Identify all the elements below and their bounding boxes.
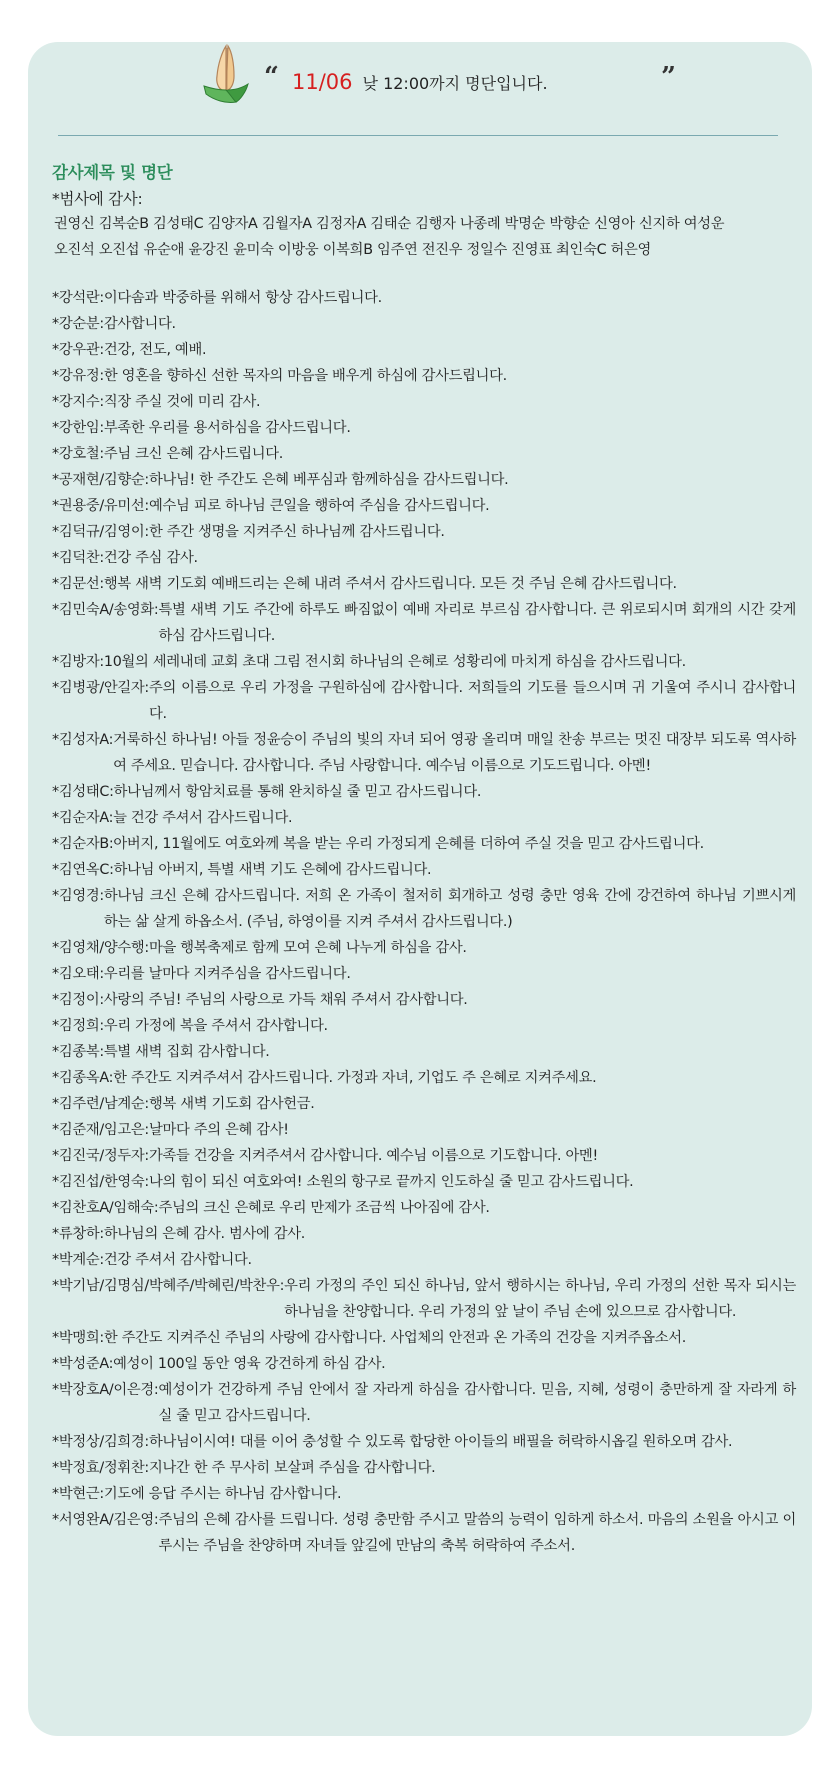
entry-name: *강지수:: [52, 394, 104, 410]
entry-row: [52, 1455, 796, 1481]
entry-row: [52, 727, 796, 779]
entry-row: [52, 1221, 796, 1247]
entry-name: *강석란:: [52, 290, 104, 306]
entry-name: *박장호A/이은경:: [52, 1382, 159, 1398]
entry-text: 감사합니다.: [103, 316, 176, 332]
entry-row: [52, 1273, 796, 1325]
entry-row: [52, 1065, 796, 1091]
entry-name: *박현근:: [52, 1486, 104, 1502]
section-subtitle: *범사에 감사:: [52, 190, 143, 208]
entry-name: *김덕규/김영이:: [52, 524, 149, 540]
entry-row: [52, 1481, 796, 1507]
entry-text: 아버지, 11월에도 여호와께 복을 받는 우리 가정되게 은혜를 더하여 주실 것을 믿고 감사드립니다.: [113, 836, 704, 852]
entry-name: *김종옥A:: [52, 1070, 114, 1086]
entry-text: 한 주간도 지켜주신 주님의 사랑에 감사합니다. 사업체의 안전과 온 가족의 건강을 지켜주옵소서.: [103, 1330, 687, 1346]
entry-row: [52, 1325, 796, 1351]
entry-row: [52, 831, 796, 857]
entry-row: [52, 935, 796, 961]
entry-row: [52, 805, 796, 831]
entry-text: 주의 이름으로 우리 가정을 구원하심에 감사합니다. 저희들의 기도를 들으시며 귀 기울여 주시니 감사합니다.: [148, 680, 796, 722]
entry-name: *김순자B:: [52, 836, 114, 852]
entry-row: [52, 597, 796, 649]
header: [28, 42, 812, 132]
entry-name: *서영완A/김은영:: [52, 1512, 159, 1528]
entry-text: 우리 가정에 복을 주셔서 감사합니다.: [103, 1018, 328, 1034]
entry-text: 한 주간도 지켜주셔서 감사드립니다. 가정과 자녀, 기업도 주 은혜로 지켜주세요.: [113, 1070, 597, 1086]
entry-text: 행복 새벽 기도회 예배드리는 은혜 내려 주셔서 감사드립니다. 모든 것 주님 은혜 감사드립니다.: [103, 576, 677, 592]
entry-text: 예수님 피로 하나님 큰일을 행하여 주심을 감사드립니다.: [148, 498, 490, 514]
entry-text: 10월의 세레내데 교회 초대 그림 전시회 하나님의 은혜로 성황리에 마치게 하심을 감사드립니다.: [103, 654, 686, 670]
entry-row: [52, 961, 796, 987]
entry-text: 예성이 100일 동안 영육 강건하게 하심 감사.: [113, 1356, 386, 1372]
entry-row: [52, 1039, 796, 1065]
entry-row: [52, 649, 796, 675]
deadline-date: 11/06: [292, 70, 353, 94]
entry-text: 건강 주심 감사.: [103, 550, 198, 566]
entry-row: [52, 545, 796, 571]
entry-text: 건강, 전도, 예배.: [103, 342, 207, 358]
entry-list: [52, 285, 796, 1559]
prayer-list-card: [28, 42, 812, 1736]
entry-name: *김진섭/한영숙:: [52, 1174, 149, 1190]
entry-name: *김방자:: [52, 654, 104, 670]
entry-row: [52, 311, 796, 337]
entry-name: *김정희:: [52, 1018, 104, 1034]
entry-row: [52, 857, 796, 883]
entry-text: 가족들 건강을 지켜주셔서 감사합니다. 예수님 이름으로 기도합니다. 아멘!: [148, 1148, 598, 1164]
entry-text: 거룩하신 하나님! 아들 정윤승이 주님의 빛의 자녀 되어 영광 올리며 매일 찬송 부르는 멋진 대장부 되도록 역사하여 주세요. 믿습니다. 감사합니다. 주님 사랑합니다. 예수님 이름으로 기도드립니다. 아멘!: [113, 732, 796, 774]
entry-text: 하나님 크신 은혜 감사드립니다. 저희 온 가족이 철저히 회개하고 성령 충만 영육 간에 강건하여 하나님 기쁘시게 하는 삶 살게 하옵소서. (주님, 하영이를 지켜 주셔서 감사드립니다.): [103, 888, 796, 930]
entry-name: *김찬호A/임해숙:: [52, 1200, 159, 1216]
content: [52, 160, 796, 1559]
entry-text: 우리를 날마다 지켜주심을 감사드립니다.: [103, 966, 351, 982]
entry-row: [52, 1507, 796, 1559]
entry-name: *권용중/유미선:: [52, 498, 149, 514]
entry-name: *강유정:: [52, 368, 104, 384]
entry-name: *박맹희:: [52, 1330, 104, 1346]
entry-row: [52, 1013, 796, 1039]
entry-text: 특별 새벽 집회 감사합니다.: [103, 1044, 270, 1060]
entry-text: 마을 행복축제로 함께 모여 은혜 나누게 하심을 감사.: [148, 940, 467, 956]
entry-text: 건강 주셔서 감사합니다.: [103, 1252, 252, 1268]
entry-name: *김덕찬:: [52, 550, 104, 566]
entry-name: *박정상/김희경:: [52, 1434, 149, 1450]
entry-text: 주님의 은혜 감사를 드립니다. 성령 충만함 주시고 말씀의 능력이 임하게 하소서. 마음의 소원을 아시고 이루시는 주님을 찬양하며 자녀들 앞길에 만남의 축복 허락하여 주소서.: [158, 1512, 796, 1554]
entry-row: [52, 1143, 796, 1169]
entry-text: 기도에 응답 주시는 하나님 감사합니다.: [103, 1486, 342, 1502]
deadline-notice: [292, 70, 548, 94]
entry-row: [52, 389, 796, 415]
entry-text: 한 영혼을 향하신 선한 목자의 마음을 배우게 하심에 감사드립니다.: [103, 368, 507, 384]
close-quote: ”: [661, 62, 676, 92]
entry-row: [52, 779, 796, 805]
entry-name: *김종복:: [52, 1044, 104, 1060]
entry-text: 날마다 주의 은혜 감사!: [148, 1122, 289, 1138]
entry-text: 사랑의 주님! 주님의 사랑으로 가득 채워 주셔서 감사합니다.: [103, 992, 468, 1008]
entry-row: [52, 285, 796, 311]
entry-row: [52, 1195, 796, 1221]
entry-name: *김성자A:: [52, 732, 114, 748]
entry-row: [52, 493, 796, 519]
entry-row: [52, 883, 796, 935]
deadline-text: 낮 12:00까지 명단입니다.: [362, 74, 548, 93]
entry-name: *김정이:: [52, 992, 104, 1008]
entry-text: 주님의 크신 은혜로 우리 만제가 조금씩 나아짐에 감사.: [158, 1200, 490, 1216]
entry-name: *김병광/안길자:: [52, 680, 149, 696]
entry-row: [52, 337, 796, 363]
entry-name: *강한임:: [52, 420, 104, 436]
entry-text: 예성이가 건강하게 주님 안에서 잘 자라게 하심을 감사합니다. 믿음, 지혜, 성령이 충만하게 잘 자라게 하실 줄 믿고 감사드립니다.: [158, 1382, 796, 1424]
entry-row: [52, 415, 796, 441]
entry-row: [52, 571, 796, 597]
entry-name: *김준재/임고은:: [52, 1122, 149, 1138]
entry-name: *김민숙A/송영화:: [52, 602, 159, 618]
entry-name: *김문선:: [52, 576, 104, 592]
entry-text: 한 주간 생명을 지켜주신 하나님께 감사드립니다.: [148, 524, 445, 540]
entry-name: *박계순:: [52, 1252, 104, 1268]
entry-row: [52, 1247, 796, 1273]
entry-name: *박정효/정휘찬:: [52, 1460, 149, 1476]
entry-name: *김오태:: [52, 966, 104, 982]
entry-text: 우리 가정의 주인 되신 하나님, 앞서 행하시는 하나님, 우리 가정의 선한 목자 되시는 하나님을 찬양합니다. 우리 가정의 앞 날이 주님 손에 있으므로 감사합니다.: [284, 1278, 796, 1320]
entry-text: 주님 크신 은혜 감사드립니다.: [103, 446, 284, 462]
entry-text: 나의 힘이 되신 여호와여! 소원의 항구로 끝까지 인도하실 줄 믿고 감사드립니다.: [148, 1174, 634, 1190]
entry-name: *김순자A:: [52, 810, 114, 826]
entry-name: *강우관:: [52, 342, 104, 358]
open-quote: “: [264, 62, 279, 92]
entry-row: [52, 441, 796, 467]
entry-name: *공재현/김향순:: [52, 472, 149, 488]
praying-hands-icon: [196, 42, 252, 106]
entry-text: 하나님께서 항암치료를 통해 완치하실 줄 믿고 감사드립니다.: [113, 784, 482, 800]
entry-name: *김영경:: [52, 888, 104, 904]
entry-name: *박성준A:: [52, 1356, 114, 1372]
entry-text: 직장 주실 것에 미리 감사.: [103, 394, 261, 410]
entry-row: [52, 467, 796, 493]
entry-name: *김연옥C:: [52, 862, 114, 878]
name-list: [52, 212, 796, 263]
entry-name: *김성태C:: [52, 784, 114, 800]
name-list-line: 오진석 오진섭 유순애 윤강진 윤미숙 이방웅 이복희B 임주연 전진우 정일수 진영표 최인숙C 허은영: [54, 241, 652, 258]
entry-text: 특별 새벽 기도 주간에 하루도 빠짐없이 예배 자리로 부르심 감사합니다. 큰 위로되시며 회개의 시간 갖게 하심 감사드립니다.: [158, 602, 796, 644]
entry-text: 이다솜과 박중하를 위해서 항상 감사드립니다.: [103, 290, 382, 306]
entry-name: *김주련/남계순:: [52, 1096, 149, 1112]
entry-text: 하나님 아버지, 특별 새벽 기도 은혜에 감사드립니다.: [113, 862, 432, 878]
divider: [58, 135, 778, 136]
entry-row: [52, 675, 796, 727]
entry-row: [52, 1091, 796, 1117]
entry-name: *김영채/양수행:: [52, 940, 149, 956]
entry-row: [52, 987, 796, 1013]
entry-row: [52, 1377, 796, 1429]
entry-text: 행복 새벽 기도회 감사헌금.: [148, 1096, 315, 1112]
entry-text: 하나님이시여! 대를 이어 충성할 수 있도록 합당한 아이들의 배필을 허락하시옵길 원하오며 감사.: [148, 1434, 733, 1450]
spacer: [52, 263, 796, 285]
entry-row: [52, 1117, 796, 1143]
name-list-line: 권영신 김복순B 김성태C 김양자A 김월자A 김정자A 김태순 김행자 나종례 박명순 박향순 신영아 신지하 여성운: [54, 216, 725, 232]
entry-text: 부족한 우리를 용서하심을 감사드립니다.: [103, 420, 351, 436]
entry-row: [52, 363, 796, 389]
entry-text: 하나님! 한 주간도 은혜 베푸심과 함께하심을 감사드립니다.: [148, 472, 509, 488]
entry-text: 늘 건강 주셔서 감사드립니다.: [113, 810, 293, 826]
entry-name: *강호철:: [52, 446, 104, 462]
section-title: 감사제목 및 명단: [52, 163, 173, 182]
entry-text: 하나님의 은혜 감사. 범사에 감사.: [103, 1226, 306, 1242]
entry-name: *박기남/김명심/박혜주/박혜린/박찬우:: [52, 1278, 285, 1294]
entry-name: *김진국/정두자:: [52, 1148, 149, 1164]
entry-text: 지나간 한 주 무사히 보살펴 주심을 감사합니다.: [148, 1460, 436, 1476]
entry-row: [52, 519, 796, 545]
entry-name: *류창하:: [52, 1226, 104, 1242]
entry-row: [52, 1429, 796, 1455]
entry-row: [52, 1169, 796, 1195]
entry-name: *강순분:: [52, 316, 104, 332]
entry-row: [52, 1351, 796, 1377]
